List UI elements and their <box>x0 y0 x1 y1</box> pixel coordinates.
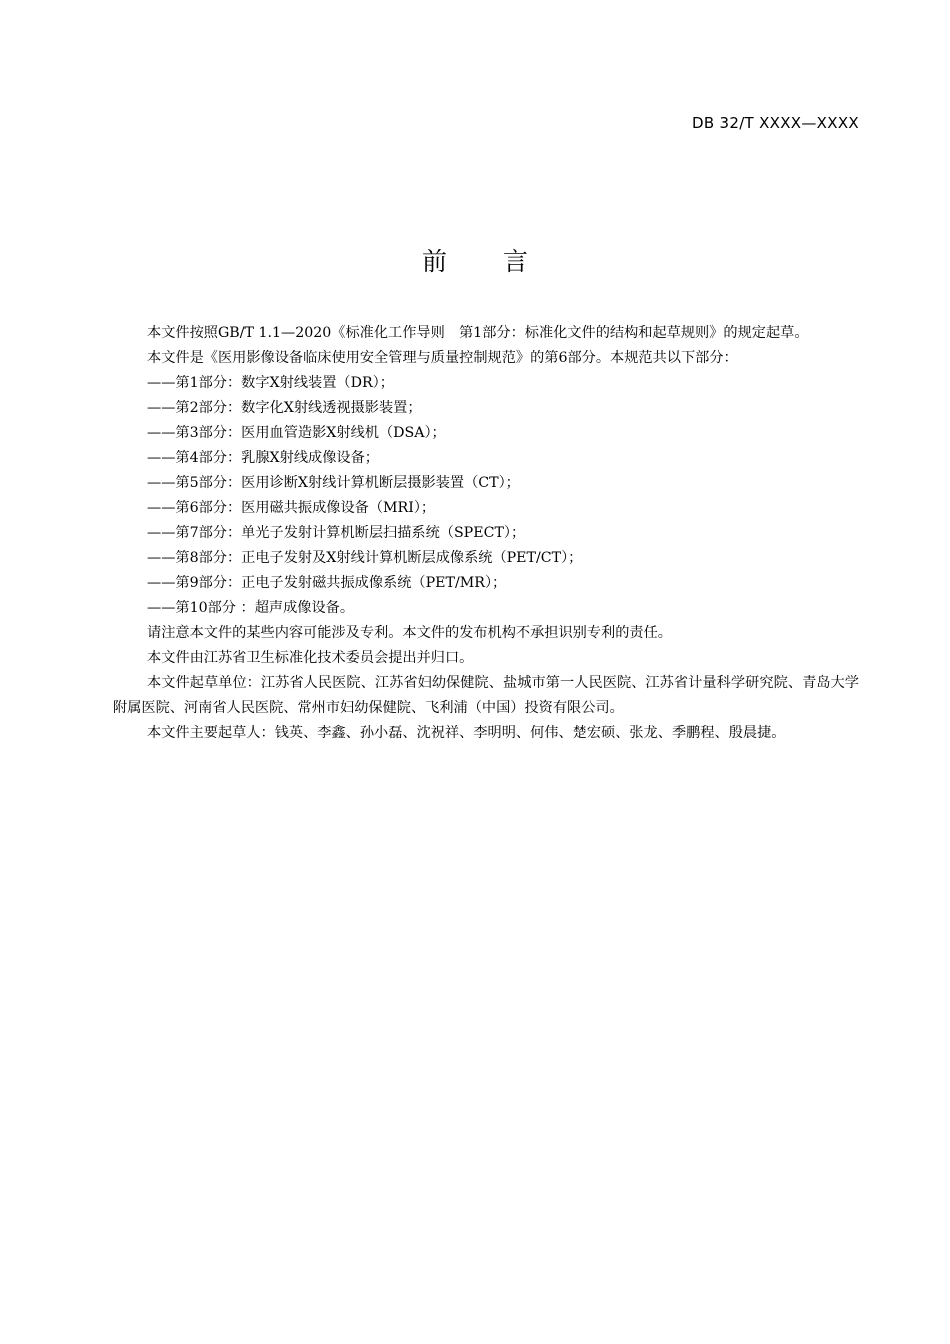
list-item: ——第4部分：乳腺X射线成像设备； <box>147 450 379 466</box>
list-item: ——第1部分：数字X射线装置（DR）； <box>147 375 394 391</box>
list-item: ——第5部分：医用诊断X射线计算机断层摄影装置（CT）； <box>147 475 520 491</box>
list-item: ——第3部分：医用血管造影X射线机（DSA）； <box>147 425 446 441</box>
document-code: DB 32/T XXXX—XXXX <box>692 114 859 132</box>
list-item: ——第9部分：正电子发射磁共振成像系统（PET/MR）； <box>147 575 507 591</box>
patent-notice: 请注意本文件的某些内容可能涉及专利。本文件的发布机构不承担识别专利的责任。 <box>147 625 672 641</box>
main-drafters: 本文件主要起草人：钱英、李鑫、孙小磊、沈祝祥、李明明、何伟、楚宏硕、张龙、季鹏程、殷晨捷。 <box>147 725 786 741</box>
list-item: ——第6部分：医用磁共振成像设备（MRI）； <box>147 500 436 516</box>
list-item: ——第7部分：单光子发射计算机断层扫描系统（SPECT）； <box>147 525 526 541</box>
intro-paragraph: 本文件按照GB/T 1.1—2020《标准化工作导则 第1部分：标准化文件的结构和起草规则》的规定起草。 <box>147 325 809 341</box>
intro-paragraph: 本文件是《医用影像设备临床使用安全管理与质量控制规范》的第6部分。本规范共以下部分： <box>147 350 738 366</box>
list-item: ——第2部分：数字化X射线透视摄影装置； <box>147 400 422 416</box>
drafting-organizations: 本文件起草单位：江苏省人民医院、江苏省妇幼保健院、盐城市第一人民医院、江苏省计量科学研究院、青岛大学附属医院、河南省人民医院、常州市妇幼保健院、飞利浦（中国）投资有限公司。 <box>113 675 859 716</box>
parts-list <box>113 371 859 621</box>
list-item: ——第8部分：正电子发射及X射线计算机断层成像系统（PET/CT）； <box>147 550 583 566</box>
preface-body <box>113 321 859 746</box>
page-title: 前 言 <box>422 247 552 276</box>
proposer-statement: 本文件由江苏省卫生标准化技术委员会提出并归口。 <box>147 650 474 666</box>
list-item: ——第10部分 ：超声成像设备。 <box>147 600 355 616</box>
